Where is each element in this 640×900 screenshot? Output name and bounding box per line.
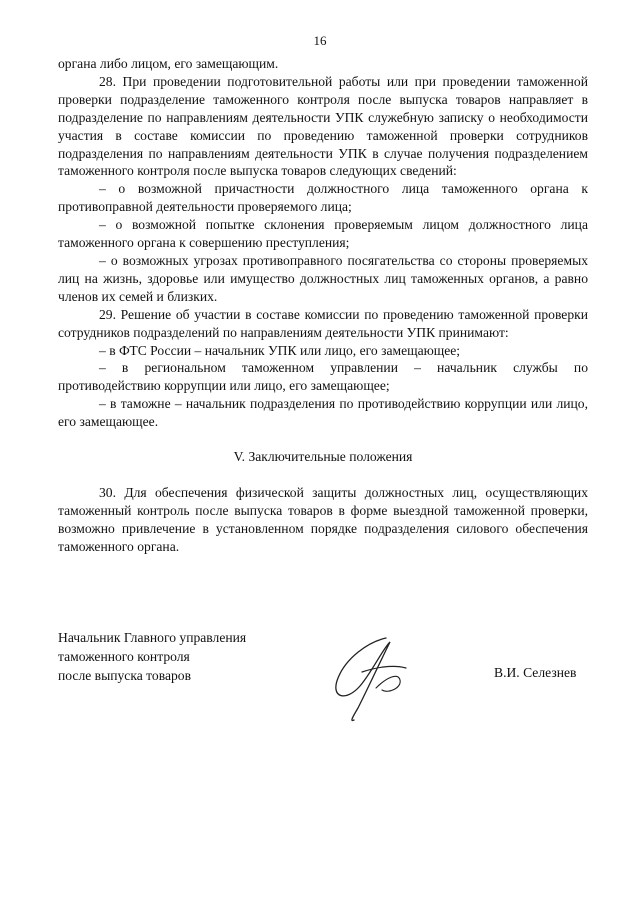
paragraph-30: 30. Для обеспечения физической защиты должностных лиц, осуществляющих таможенный контроль после выпуска товаров в форме выездной таможенной проверки, возможно привлечение в установленном порядке подразделения силового обеспечения таможенного органа.: [58, 484, 588, 554]
section-heading: V. Заключительные положения: [233, 449, 413, 465]
paragraph-continuation: органа либо лицом, его замещающим.: [58, 56, 279, 71]
list-item: – о возможной попытке склонения проверяемым лицом должностного лица таможенного органа к совершению преступления;: [58, 217, 588, 251]
signatory-title: [58, 628, 246, 685]
signatory-title-line: Начальник Главного управления: [58, 630, 247, 645]
page-number: 16: [313, 33, 327, 48]
list-item: – о возможной причастности должностного лица таможенного органа к противоправной деятельности проверяемого лица;: [58, 181, 588, 215]
list-item: – в таможне – начальник подразделения по противодействию коррупции или лицо, его замещающее.: [58, 396, 588, 430]
list-item: – о возможных угрозах противоправного посягательства со стороны проверяемых лиц на жизнь, здоровье или имущество должностных лиц таможенных органов, а равно членов их семей и близких.: [58, 252, 588, 304]
handwritten-signature: [316, 628, 416, 723]
signatory-name: В.И. Селезнев: [494, 665, 577, 680]
signatory-title-line: таможенного контроля: [58, 649, 190, 664]
paragraph-28: 28. При проведении подготовительной работы или при проведении таможенной проверки подразделение таможенного контроля после выпуска товаров направляет в подразделение по направлениям деятельности УПК служебную записку о необходимости участия в составе комиссии по проведению таможенной проверки сотрудников подразделения по направлениям деятельности УПК в случае получения подразделением таможенного контроля после выпуска товаров следующих сведений:: [58, 73, 588, 179]
list-item: – в региональном таможенном управлении – начальник службы по противодействию коррупции или лицо, его замещающее;: [58, 360, 588, 394]
list-item: – в ФТС России – начальник УПК или лицо, его замещающее;: [99, 342, 461, 358]
signatory-title-line: после выпуска товаров: [58, 668, 191, 683]
paragraph-29: 29. Решение об участии в составе комиссии по проведению таможенной проверки сотрудников подразделений по направлениям деятельности УПК принимают:: [58, 306, 588, 340]
document-body: [58, 55, 588, 556]
